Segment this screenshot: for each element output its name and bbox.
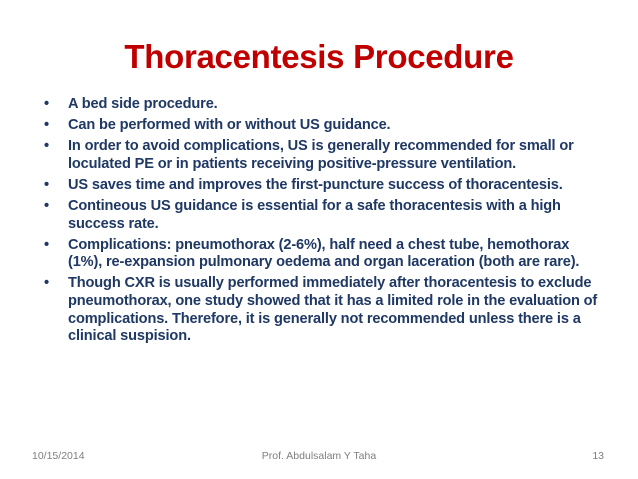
bullet-text: Complications: pneumothorax (2-6%), half need a chest tube, hemothorax (1%), re-expansion pulmonary oedema and organ laceration (both are rare). (68, 236, 580, 271)
bullet-text: US saves time and improves the first-puncture success of thoracentesis. (68, 176, 563, 193)
bullet-text: Contineous US guidance is essential for a safe thoracentesis with a high success rate. (68, 197, 561, 232)
bullet-icon: • (44, 275, 49, 292)
bullet-icon: • (44, 236, 49, 253)
bullet-item (44, 138, 604, 173)
bullet-icon: • (44, 176, 49, 193)
slide-title: Thoracentesis Procedure (124, 38, 514, 75)
bullet-icon: • (44, 138, 49, 155)
footer-author: Prof. Abdulsalam Y Taha (261, 450, 377, 462)
bullet-icon: • (44, 117, 49, 134)
bullet-item (44, 177, 604, 195)
bullet-text: Though CXR is usually performed immediately after thoracentesis to exclude pneumothorax, one study showed that it has a limited role in the evaluation of complications. Therefore, it is generally not recommended unless there is a clinical suspision. (68, 275, 598, 345)
bullet-icon: • (44, 96, 49, 112)
footer-page-number: 13 (592, 450, 604, 462)
bullet-item (44, 198, 604, 233)
bullet-item (44, 275, 604, 345)
bullet-icon: • (44, 197, 49, 214)
bullet-item (44, 96, 604, 114)
bullet-item (44, 237, 604, 272)
bullet-text: A bed side procedure. (68, 96, 218, 112)
bullet-item (44, 117, 604, 135)
footer-date: 10/15/2014 (32, 450, 85, 462)
bullet-list (44, 96, 604, 349)
bullet-text: Can be performed with or without US guidance. (68, 117, 391, 134)
bullet-text: In order to avoid complications, US is generally recommended for small or loculated PE or in patients receiving positive-pressure ventilation. (68, 138, 574, 172)
